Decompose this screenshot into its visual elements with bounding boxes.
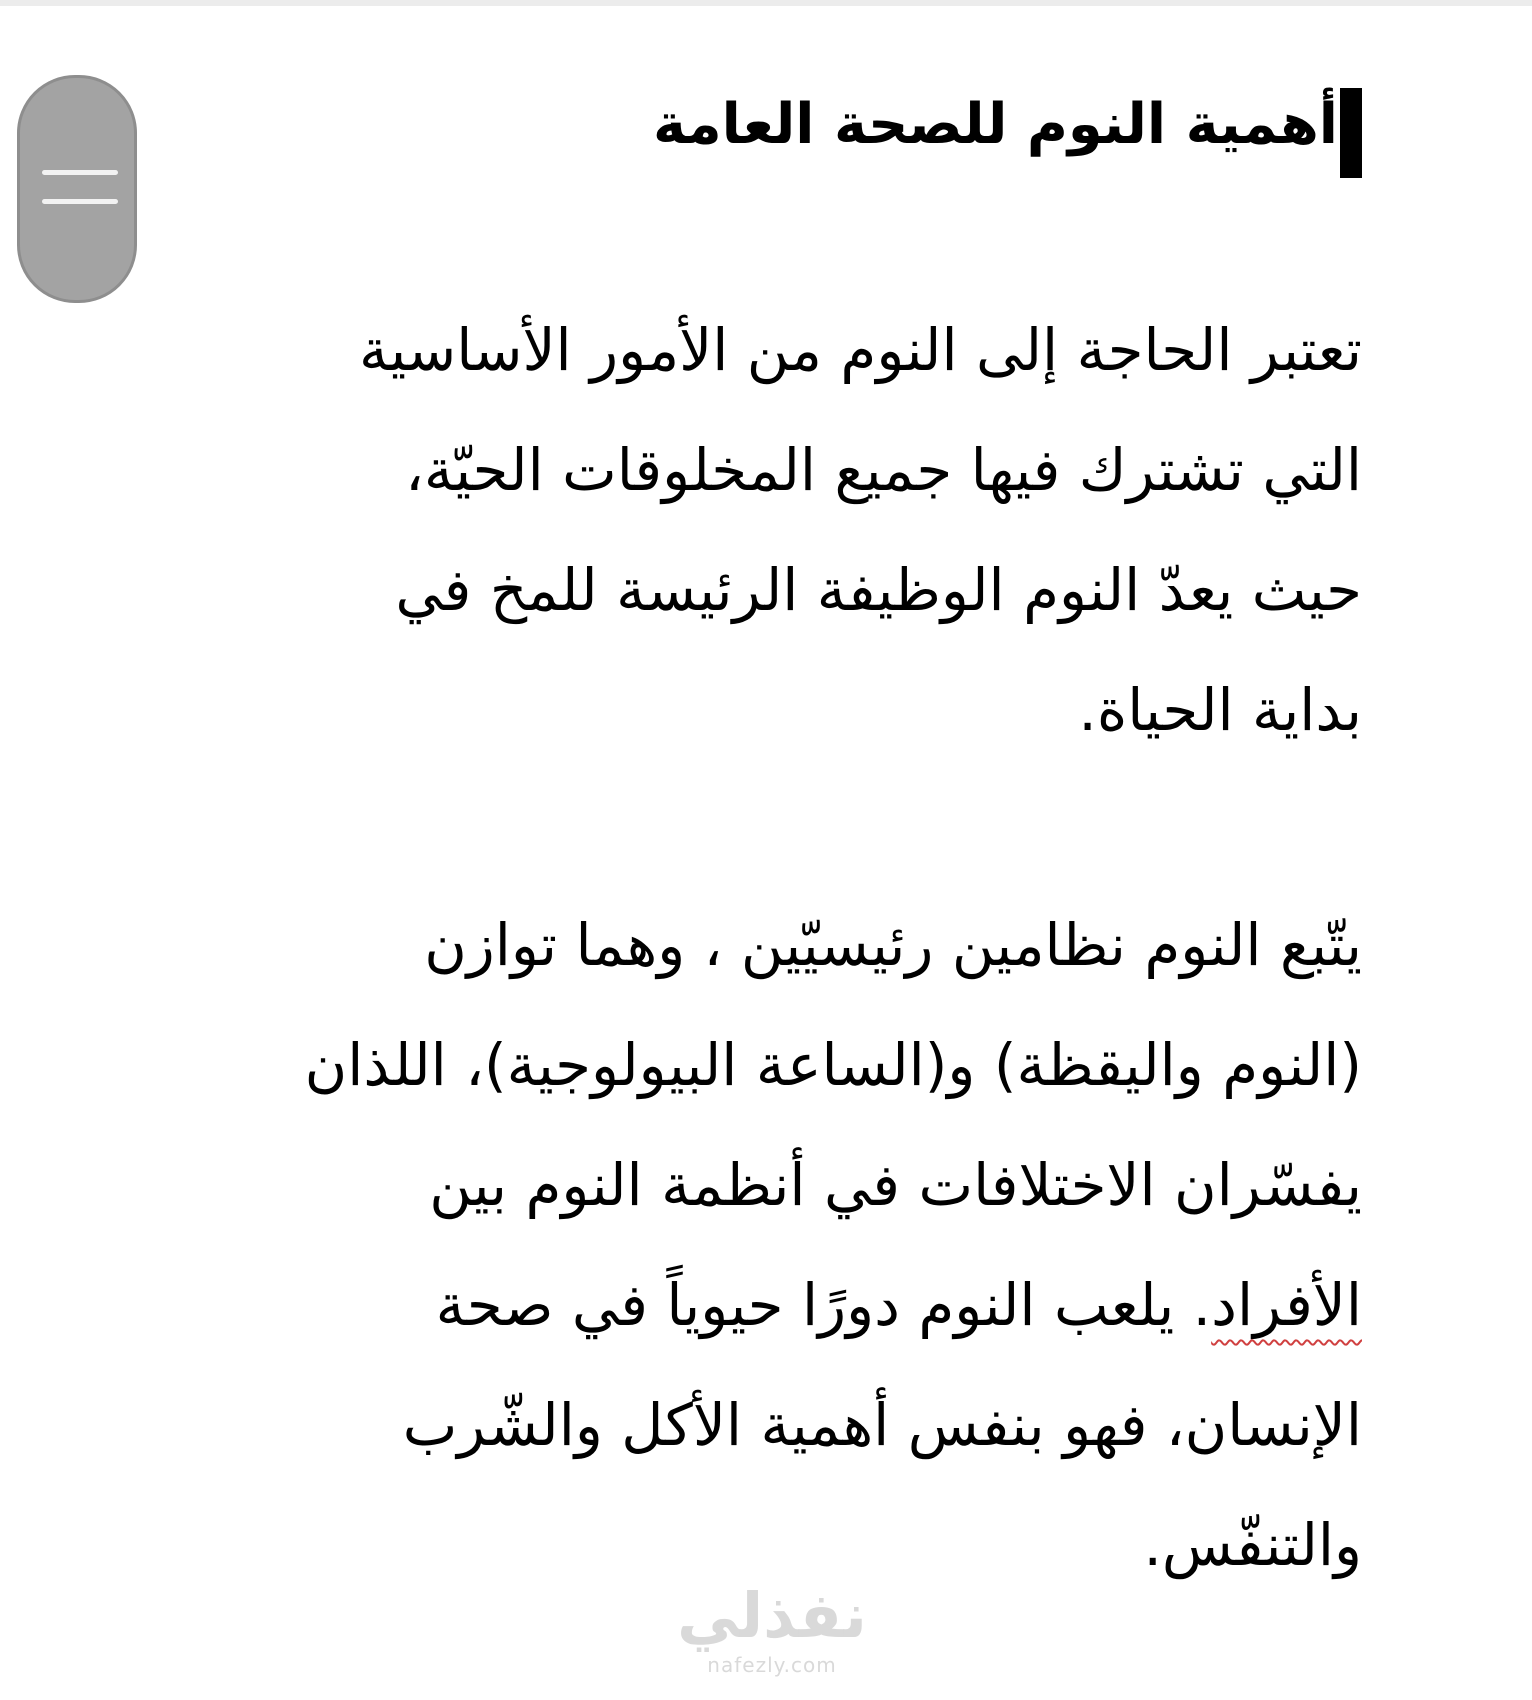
paragraph-line: الإنسان، فهو بنفس أهمية الأكل والشّرب [402, 1391, 1362, 1459]
hamburger-menu-icon-line [42, 199, 118, 204]
paragraph-2 [172, 885, 1362, 1605]
watermark-logo: نفذلي [677, 1579, 867, 1652]
watermark-url: nafezly.com [707, 1653, 837, 1677]
paragraph-line: والتنفّس. [1143, 1511, 1362, 1579]
heading-text: أهمية النوم للصحة العامة [653, 92, 1338, 157]
paragraph-line [172, 1245, 1362, 1365]
document-body [172, 70, 1362, 1605]
paragraph-line: حيث يعدّ النوم الوظيفة الرئيسة للمخ في [395, 556, 1362, 624]
document-heading [172, 70, 1362, 180]
watermark [672, 1580, 872, 1678]
spellcheck-underlined-word[interactable]: الأفراد [1211, 1271, 1362, 1339]
hamburger-menu-icon [42, 170, 118, 175]
paragraph-line: التي تشترك فيها جميع المخلوقات الحيّة، [405, 436, 1362, 504]
heading-marker [1340, 88, 1362, 178]
menu-button[interactable] [17, 75, 137, 303]
paragraph-line: يفسّران الاختلافات في أنظمة النوم بين [429, 1151, 1362, 1219]
paragraph-1 [172, 290, 1362, 770]
paragraph-line-rest: . يلعب النوم دورًا حيوياً في صحة [435, 1271, 1212, 1339]
top-strip [0, 0, 1532, 6]
paragraph-line: يتّبع النوم نظامين رئيسيّين ، وهما توازن [424, 911, 1362, 979]
paragraph-line: بداية الحياة. [1078, 676, 1362, 744]
paragraph-line: تعتبر الحاجة إلى النوم من الأمور الأساسية [359, 316, 1362, 384]
paragraph-line: (النوم واليقظة) و(الساعة البيولوجية)، اللذان [304, 1031, 1362, 1099]
